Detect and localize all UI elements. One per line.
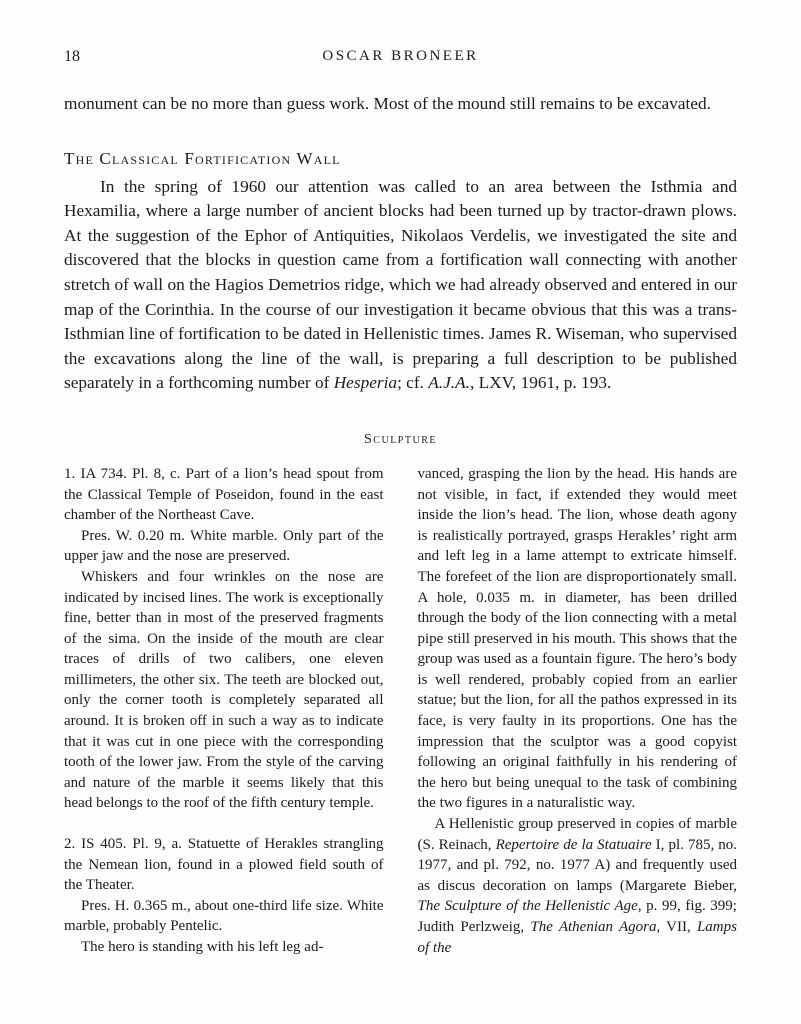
entry1-description-paragraph: Whiskers and four wrinkles on the nose are indicated by incised lines. The work is exceptionally fine, better than in most of the preserved fragments of the sima. On the inside of the mouth are clear traces of drills of two calibers, one eleven millimeters, the other six. The teeth are blocked out, only the corner tooth is completely separated all around. It is broken off in such a way as to indicate that it was cut in one piece with the corresponding tooth of the lower jaw. From the style of the carving and nature of the marble it seems likely that this head belongs to the roof of the fifth century temple. bbox=[64, 568, 384, 812]
intro-paragraph: monument can be no more than guess work. Most of the mound still remains to be excavated. bbox=[64, 94, 711, 113]
running-head: OSCAR BRONEER bbox=[322, 48, 479, 64]
section-heading-fortification-wall: The Classical Fortification Wall bbox=[64, 148, 341, 168]
left-column bbox=[64, 464, 384, 958]
section-heading-sculpture: Sculpture bbox=[364, 431, 437, 447]
two-column-layout bbox=[64, 464, 737, 958]
entry1-heading-paragraph: 1. IA 734. Pl. 8, c. Part of a lion’s head spout from the Classical Temple of Poseidon, found in the east chamber of the Northeast Cave. bbox=[64, 465, 384, 524]
right-column bbox=[418, 464, 738, 958]
entry2-references-paragraph: A Hellenistic group preserved in copies of marble (S. Reinach, Repertoire de la Statuaire I, pl. 785, no. 1977, and pl. 792, no. 1977 A) and frequently used as discus decoration on lamps (Margarete Bieber, The Sculpture of the Hellenistic Age, p. 99, fig. 399; Judith Perlzweig, The Athenian Agora, VII, Lamps of the bbox=[417, 816, 738, 956]
entry2-description-start-paragraph: The hero is standing with his left leg ad- bbox=[81, 939, 324, 955]
page-number: 18 bbox=[64, 48, 80, 65]
entry2-dimensions-paragraph: Pres. H. 0.365 m., about one-third life size. White marble, probably Pentelic. bbox=[64, 897, 384, 935]
entry2-heading-paragraph: 2. IS 405. Pl. 9, a. Statuette of Herakles strangling the Nemean lion, found in a plowed field south of the Theater. bbox=[64, 836, 384, 894]
entry2-description-continued-paragraph: vanced, grasping the lion by the head. His hands are not visible, in fact, if extended they would meet inside the lion’s head. The lion, whose death agony is realistically portrayed, grasps Herakles’ right arm and left leg in a lame attempt to extricate himself. The forefeet of the lion are disproportionately small. A hole, 0.035 m. in diameter, has been drilled through the body of the lion connecting with a metal pipe still preserved in his mouth. This shows that the group was used as a fountain figure. The hero’s body is well rendered, probably copied from an earlier statue; but the lion, for all the pathos expressed in its face, is very faulty in its proportions. One has the impression that the sculptor was a good copyist following an original faithfully in his rendering of the hero but being unequal to the task of combining the two figures in a naturalistic way. bbox=[417, 465, 737, 812]
entry1-dimensions-paragraph: Pres. W. 0.20 m. White marble. Only part of the upper jaw and the nose are preserved. bbox=[64, 527, 384, 565]
page-header bbox=[64, 48, 737, 70]
fortification-paragraph: In the spring of 1960 our attention was called to an area between the Isthmia and Hexamilia, where a large number of ancient blocks had been turned up by tractor-drawn plows. At the suggestion of the Ephor of Antiquities, Nikolaos Verdelis, we investigated the site and discovered that the blocks in question came from a fortification wall connecting with another stretch of wall on the Hagios Demetrios ridge, which we had already observed and entered in our map of the Corinthia. In the course of our investigation it became obvious that this was a trans-Isthmian line of fortification to be dated in Hellenistic times. James R. Wiseman, who supervised the excavations along the line of the wall, is preparing a full description to be published separately in a forthcoming number of Hesperia; cf. A.J.A., LXV, 1961, p. 193. bbox=[64, 176, 737, 393]
